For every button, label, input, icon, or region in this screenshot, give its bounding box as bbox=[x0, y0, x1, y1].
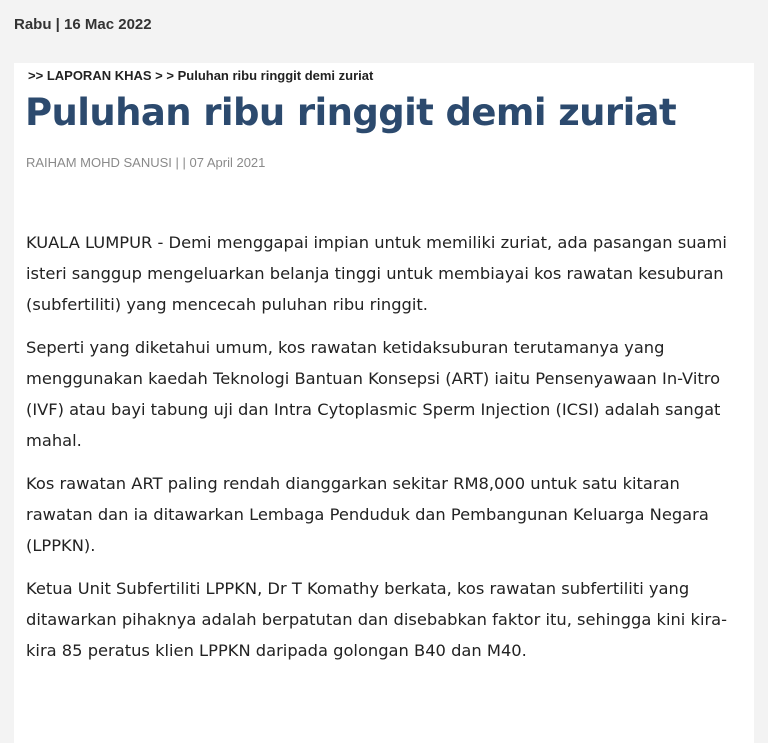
breadcrumb-section-link[interactable]: LAPORAN KHAS bbox=[46, 68, 152, 83]
article-paragraph: Kos rawatan ART paling rendah dianggarkan sekitar RM8,000 untuk satu kitaran rawatan dan ia ditawarkan Lembaga Penduduk dan Pembangunan Keluarga Negara (LPPKN). bbox=[26, 474, 709, 555]
article-byline: RAIHAM MOHD SANUSI | | 07 April 2021 bbox=[26, 155, 266, 170]
breadcrumb-prefix: >> bbox=[28, 68, 44, 83]
article-paragraph: Seperti yang diketahui umum, kos rawatan ketidaksuburan terutamanya yang menggunakan kaedah Teknologi Bantuan Konsepsi (ART) iaitu Pensenyawaan In-Vitro (IVF) atau bayi tabung uji dan Intra Cytoplasmic Sperm Injection (ICSI) adalah sangat mahal. bbox=[26, 338, 721, 450]
article-paragraph: Ketua Unit Subfertiliti LPPKN, Dr T Komathy berkata, kos rawatan subfertiliti yang ditawarkan pihaknya adalah berpatutan dan disebabkan faktor itu, sehingga kini kira-kira 85 peratus klien LPPKN daripada golongan B40 dan M40. bbox=[26, 579, 728, 660]
article-title: Puluhan ribu ringgit demi zuriat bbox=[25, 91, 677, 134]
article-paragraph: KUALA LUMPUR - Demi menggapai impian untuk memiliki zuriat, ada pasangan suami isteri sanggup mengeluarkan belanja tinggi untuk membiayai kos rawatan kesuburan (subfertiliti) yang mencecah puluhan ribu ringgit. bbox=[26, 233, 727, 314]
breadcrumb bbox=[28, 68, 373, 83]
article-body bbox=[26, 227, 748, 678]
current-date: Rabu | 16 Mac 2022 bbox=[14, 16, 152, 33]
article-card bbox=[14, 63, 754, 743]
breadcrumb-current: Puluhan ribu ringgit demi zuriat bbox=[177, 68, 374, 83]
breadcrumb-separator: > > bbox=[155, 68, 174, 83]
